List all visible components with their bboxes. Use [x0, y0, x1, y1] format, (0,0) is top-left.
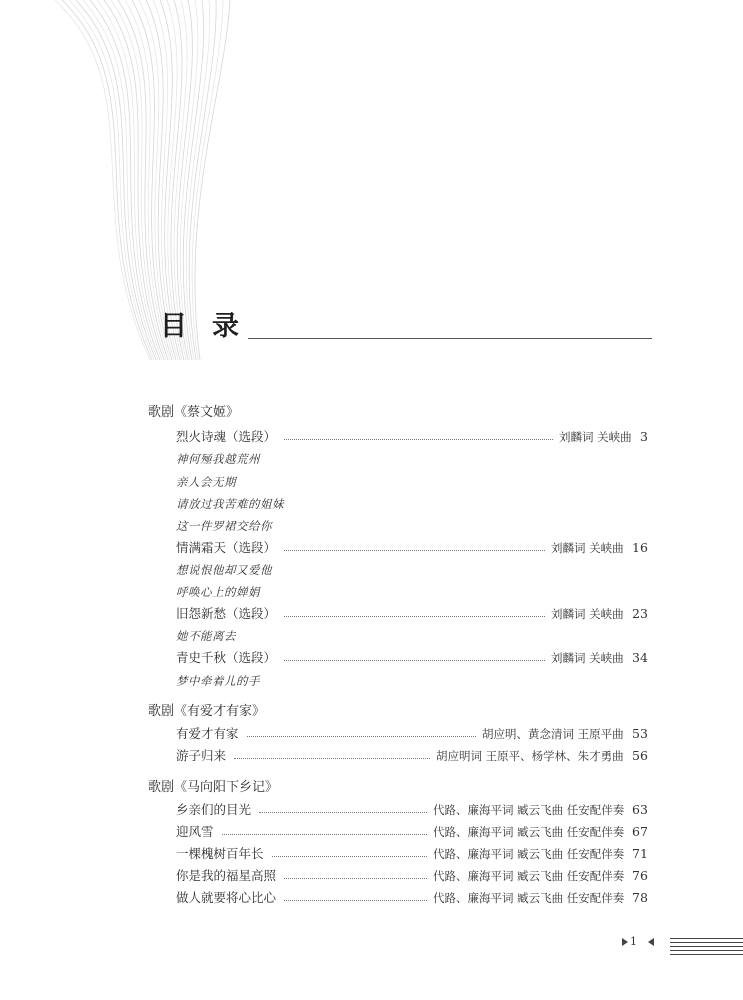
- dot-leader: [234, 758, 430, 759]
- entry-page: 3: [640, 429, 648, 444]
- dot-leader: [284, 660, 545, 661]
- entry-page: 71: [632, 846, 648, 861]
- entry-credits: 刘麟词 关峡曲: [545, 540, 624, 556]
- entry-title: 情满霜天（选段）: [176, 540, 282, 556]
- toc-entry[interactable]: [176, 868, 648, 884]
- toc-entry[interactable]: [176, 824, 648, 840]
- entry-subtitle: 请放过我苦难的姐妹: [176, 497, 284, 511]
- entry-subtitle: 神何殛我越荒州: [176, 452, 260, 466]
- entry-subtitle: 呼唤心上的婵娟: [176, 585, 260, 599]
- entry-subtitle: 想说恨他却又爱他: [176, 563, 272, 577]
- entry-title: 迎风雪: [176, 824, 220, 840]
- entry-subtitle: 梦中牵着儿的手: [176, 674, 260, 688]
- entry-subtitle: 亲人会无期: [176, 475, 236, 489]
- entry-title: 游子归来: [176, 748, 232, 764]
- entry-page: 23: [632, 606, 648, 621]
- toc-entry[interactable]: [176, 606, 648, 622]
- entry-credits: 刘麟词 关峡曲: [545, 606, 624, 622]
- dot-leader: [284, 900, 427, 901]
- dot-leader: [284, 878, 427, 879]
- entry-page: 67: [632, 824, 648, 839]
- toc-entry[interactable]: [176, 540, 648, 556]
- toc-entry[interactable]: [176, 650, 648, 666]
- title-char-2: 录: [212, 311, 239, 342]
- entry-title: 有爱才有家: [176, 726, 245, 742]
- dot-leader: [284, 616, 545, 617]
- entry-subtitle: 她不能离去: [176, 629, 236, 643]
- toc-entry[interactable]: [176, 726, 648, 742]
- entry-title: 旧怨新愁（选段）: [176, 606, 282, 622]
- toc-entry[interactable]: [176, 748, 648, 764]
- dot-leader: [222, 834, 427, 835]
- footer-rule: [670, 950, 743, 951]
- entry-page: 63: [632, 802, 648, 817]
- dot-leader: [284, 439, 553, 440]
- footer-rule: [670, 942, 743, 943]
- entry-title: 青史千秋（选段）: [176, 650, 282, 666]
- toc-entry[interactable]: [176, 429, 648, 445]
- page-footer: [622, 935, 743, 965]
- dot-leader: [259, 812, 427, 813]
- footer-rule: [670, 946, 743, 947]
- entry-credits: 代路、廉海平词 臧云飞曲 任安配伴奏: [427, 802, 624, 818]
- entry-page: 34: [632, 650, 648, 665]
- title-char-1: 目: [160, 311, 187, 342]
- footer-rule: [670, 954, 743, 955]
- entry-credits: 刘麟词 关峡曲: [545, 650, 624, 666]
- entry-title: 做人就要将心比心: [176, 890, 282, 906]
- entry-title: 一棵槐树百年长: [176, 846, 270, 862]
- footer-rule: [670, 938, 743, 939]
- section-heading-ma-xiangyang: 歌剧《马向阳下乡记》: [148, 780, 279, 795]
- entry-credits: 代路、廉海平词 臧云飞曲 任安配伴奏: [427, 868, 624, 884]
- dot-leader: [247, 736, 476, 737]
- entry-page: 78: [632, 890, 648, 905]
- triangle-right-icon: [622, 938, 628, 946]
- section-heading-cai-wenji: 歌剧《蔡文姬》: [148, 405, 240, 420]
- entry-credits: 刘麟词 关峡曲: [553, 429, 632, 445]
- entry-page: 56: [632, 748, 648, 763]
- entry-subtitle: 这一件罗裙交给你: [176, 519, 272, 533]
- entry-page: 76: [632, 868, 648, 883]
- entry-credits: 代路、廉海平词 臧云飞曲 任安配伴奏: [427, 890, 624, 906]
- section-heading-you-ai: 歌剧《有爱才有家》: [148, 704, 266, 719]
- entry-page: 16: [632, 540, 648, 555]
- entry-credits: 代路、廉海平词 臧云飞曲 任安配伴奏: [427, 824, 624, 840]
- dot-leader: [284, 550, 545, 551]
- entry-title: 你是我的福星高照: [176, 868, 282, 884]
- dot-leader: [272, 856, 427, 857]
- triangle-left-icon: [648, 938, 654, 946]
- toc-entry[interactable]: [176, 802, 648, 818]
- entry-credits: 胡应明词 王原平、杨学林、朱才勇曲: [430, 748, 624, 764]
- toc-entry[interactable]: [176, 846, 648, 862]
- entry-page: 53: [632, 726, 648, 741]
- footer-page-number: 1: [630, 935, 637, 948]
- entry-credits: 胡应明、黄念清词 王原平曲: [476, 726, 624, 742]
- entry-title: 乡亲们的目光: [176, 802, 257, 818]
- entry-credits: 代路、廉海平词 臧云飞曲 任安配伴奏: [427, 846, 624, 862]
- entry-title: 烈火诗魂（选段）: [176, 429, 282, 445]
- toc-entry[interactable]: [176, 890, 648, 906]
